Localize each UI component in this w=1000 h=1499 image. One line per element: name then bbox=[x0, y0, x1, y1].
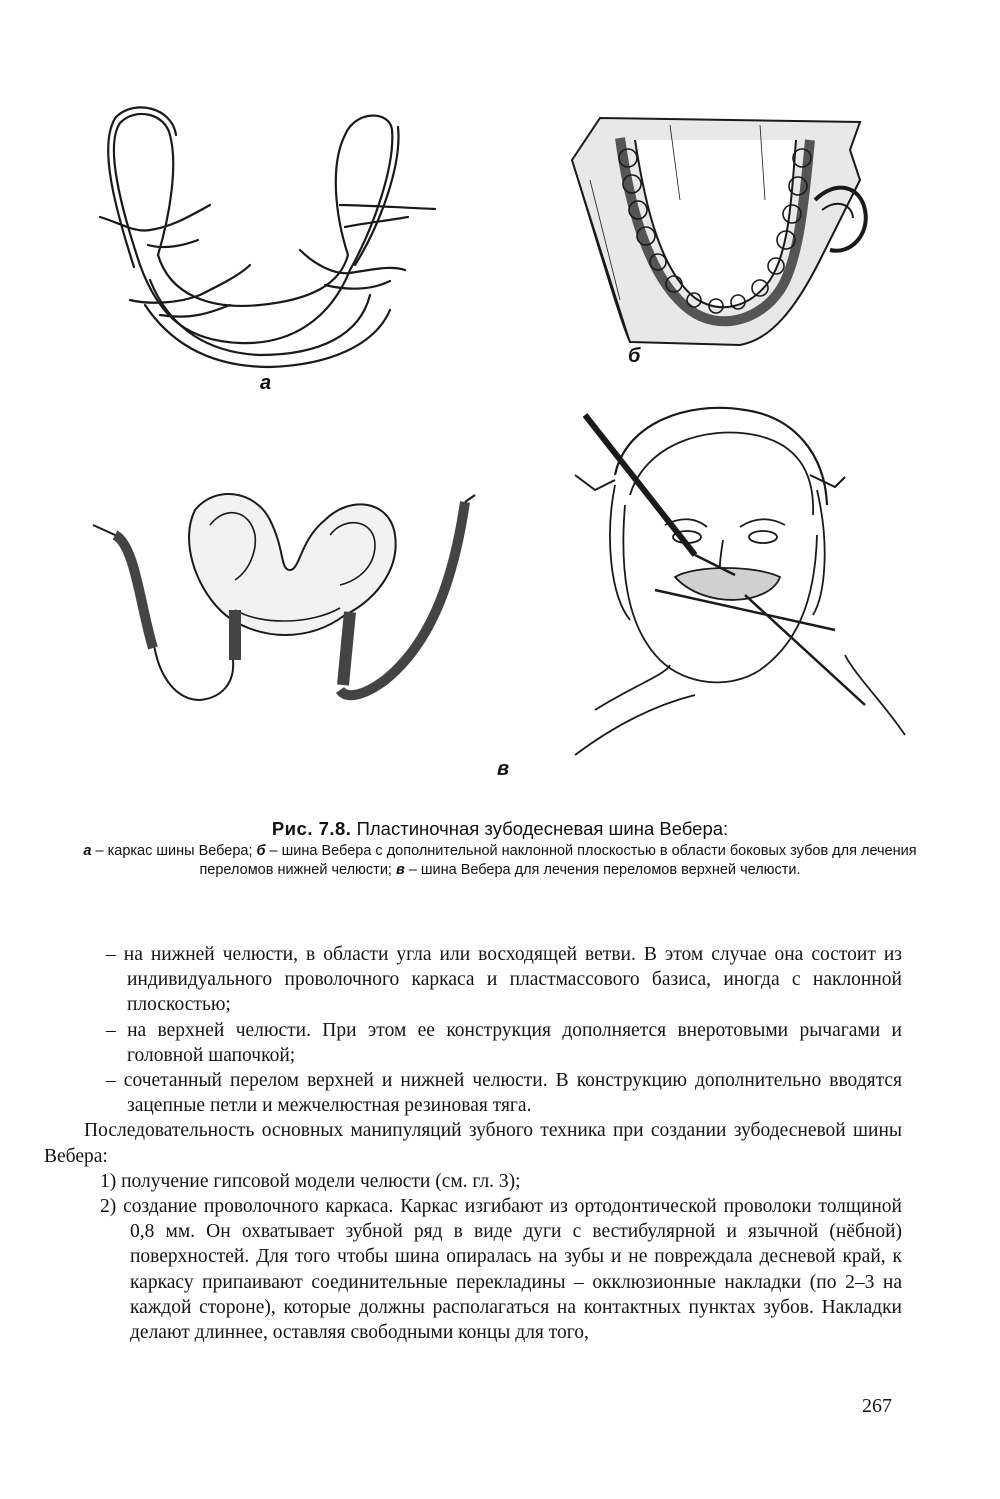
caption-title: Пластиночная зубодесневая шина Вебера: bbox=[356, 818, 729, 839]
caption-title-line bbox=[60, 817, 940, 841]
caption-key-b: б bbox=[256, 843, 266, 859]
figure-a-wire-frame bbox=[90, 105, 450, 375]
figure-b-splint-model bbox=[560, 110, 880, 360]
figure-v-maxillary-splint bbox=[85, 490, 495, 720]
figure-v-patient bbox=[555, 405, 915, 770]
figure-caption bbox=[60, 817, 940, 880]
caption-label: Рис. 7.8. bbox=[271, 818, 352, 839]
page-number: 267 bbox=[862, 1395, 892, 1417]
list-item: – сочетанный перелом верхней и нижней челюсти. В конструкцию дополнительно вводятся зацепные петли и межчелюстная резиновая тяга. bbox=[106, 1070, 902, 1117]
panel-label-a: а bbox=[260, 372, 272, 394]
caption-body bbox=[60, 842, 940, 880]
panel-label-v: в bbox=[497, 758, 510, 780]
intro-paragraph: Последовательность основных манипуляций зубного техника при создании зубодесневой шины Вебера: bbox=[44, 1120, 902, 1167]
caption-key-v: в bbox=[395, 862, 405, 878]
caption-text-v: – шина Вебера для лечения переломов верхней челюсти. bbox=[404, 862, 801, 878]
list-item: – на верхней челюсти. При этом ее конструкция дополняется внеротовыми рычагами и головной шапочкой; bbox=[106, 1019, 902, 1066]
panel-label-b: б bbox=[628, 345, 641, 367]
step-item: 1) получение гипсовой модели челюсти (см. гл. 3); bbox=[100, 1170, 521, 1192]
caption-key-a: а bbox=[83, 843, 92, 859]
body-text bbox=[44, 942, 902, 1345]
caption-text-a: – каркас шины Вебера; bbox=[91, 843, 257, 859]
caption-text-b: – шина Вебера с дополнительной наклонной плоскостью в области боковых зубов для лечения переломов нижней челюсти; bbox=[199, 843, 917, 878]
list-item: – на нижней челюсти, в области угла или восходящей ветви. В этом случае она состоит из индивидуального проволочного каркаса и пластмассового базиса, иногда с наклонной плоскостью; bbox=[106, 944, 902, 1016]
step-item: 2) создание проволочного каркаса. Каркас изгибают из ортодонтической проволоки толщиной 0,8 мм. Он охватывает зубной ряд в виде дуги с вестибулярной и язычной (нёбной) поверхностей. Для того чтобы шина опиралась на зубы и не повреждала десневой край, к каркасу припаивают соединительные перекладины – окклюзионные накладки (по 2–3 на каждой стороне), которые должны располагаться на контактных пунктах зубов. Накладки делают длиннее, оставляя свободными концы для того, bbox=[100, 1196, 902, 1344]
